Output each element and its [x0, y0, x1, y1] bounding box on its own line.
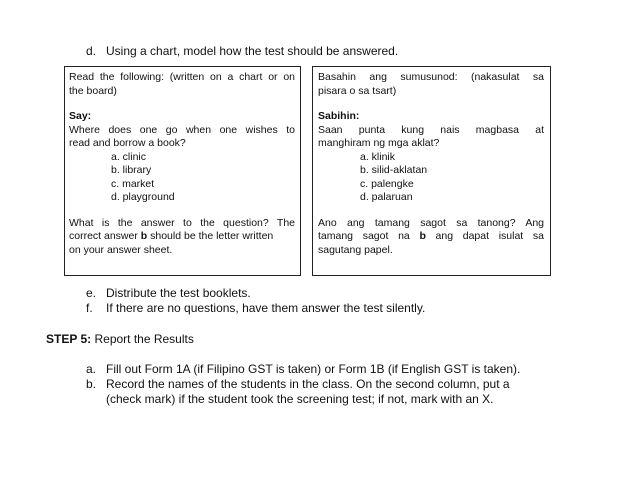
answer-text: should be the letter written: [147, 230, 274, 242]
english-instructions: [69, 71, 295, 257]
intro-line: Read the following: (written on a chart or on: [69, 71, 295, 83]
intro-line: Basahin ang sumusunod: (nakasulat sa: [318, 71, 544, 83]
answer-line: [318, 230, 544, 244]
answer-letter: b: [140, 230, 148, 242]
option-c: c. market: [111, 177, 155, 190]
item-text: Using a chart, model how the test should be answered.: [106, 44, 399, 58]
question-line: manghiram ng mga aklat?: [318, 137, 440, 149]
intro-line: pisara o sa tsart): [318, 84, 397, 97]
question-line: Where does one go when one wishes to: [69, 123, 295, 136]
option-a: a. clinic: [111, 150, 147, 163]
option-b: b. silid-aklatan: [360, 164, 428, 176]
answer-line: Ano ang tamang sagot sa tanong? Ang: [318, 216, 544, 229]
item-text: Distribute the test booklets.: [106, 286, 251, 300]
answer-line: on your answer sheet.: [69, 243, 173, 256]
item-marker: d.: [86, 44, 97, 58]
item-text: If there are no questions, have them answer the test silently.: [106, 301, 426, 315]
option-c: c. palengke: [360, 177, 414, 190]
say-label: Sabihin:: [318, 110, 360, 122]
step5-item-a: [86, 362, 520, 377]
answer-letter: b: [419, 230, 426, 242]
question-line: read and borrow a book?: [69, 137, 186, 149]
answer-text: correct answer: [69, 230, 141, 242]
item-marker: e.: [86, 286, 97, 300]
step5-heading: [46, 332, 194, 347]
step5-item-b-continued: (check mark) if the student took the screening test; if not, mark with an X.: [106, 392, 494, 406]
question-line: Saan punta kung nais magbasa at: [318, 123, 544, 136]
answer-line: sagutang papel.: [318, 243, 393, 256]
step-label: STEP 5:: [46, 332, 92, 346]
item-d: [86, 44, 398, 59]
step-title: Report the Results: [91, 332, 194, 346]
item-marker: b.: [86, 377, 97, 391]
answer-text: tamang sagot na: [318, 230, 420, 242]
intro-line: the board): [69, 84, 117, 97]
option-b: b. library: [111, 164, 152, 176]
item-f: [86, 301, 425, 316]
item-text: Record the names of the students in the class. On the second column, put a: [106, 377, 510, 391]
item-marker: a.: [86, 362, 97, 376]
item-text: Fill out Form 1A (if Filipino GST is taken) or Form 1B (if English GST is taken).: [106, 362, 521, 376]
answer-text: ang dapat isulat sa: [425, 230, 544, 242]
item-marker: f.: [86, 301, 93, 315]
say-label: Say:: [69, 110, 92, 122]
item-e: [86, 286, 251, 301]
answer-line: What is the answer to the question? The: [69, 216, 295, 229]
answer-line: [69, 230, 295, 244]
option-d: d. palaruan: [360, 191, 413, 203]
option-d: d. playground: [111, 191, 175, 203]
step5-item-b: [86, 377, 510, 392]
option-a: a. klinik: [360, 150, 396, 163]
filipino-instructions: [318, 71, 544, 257]
